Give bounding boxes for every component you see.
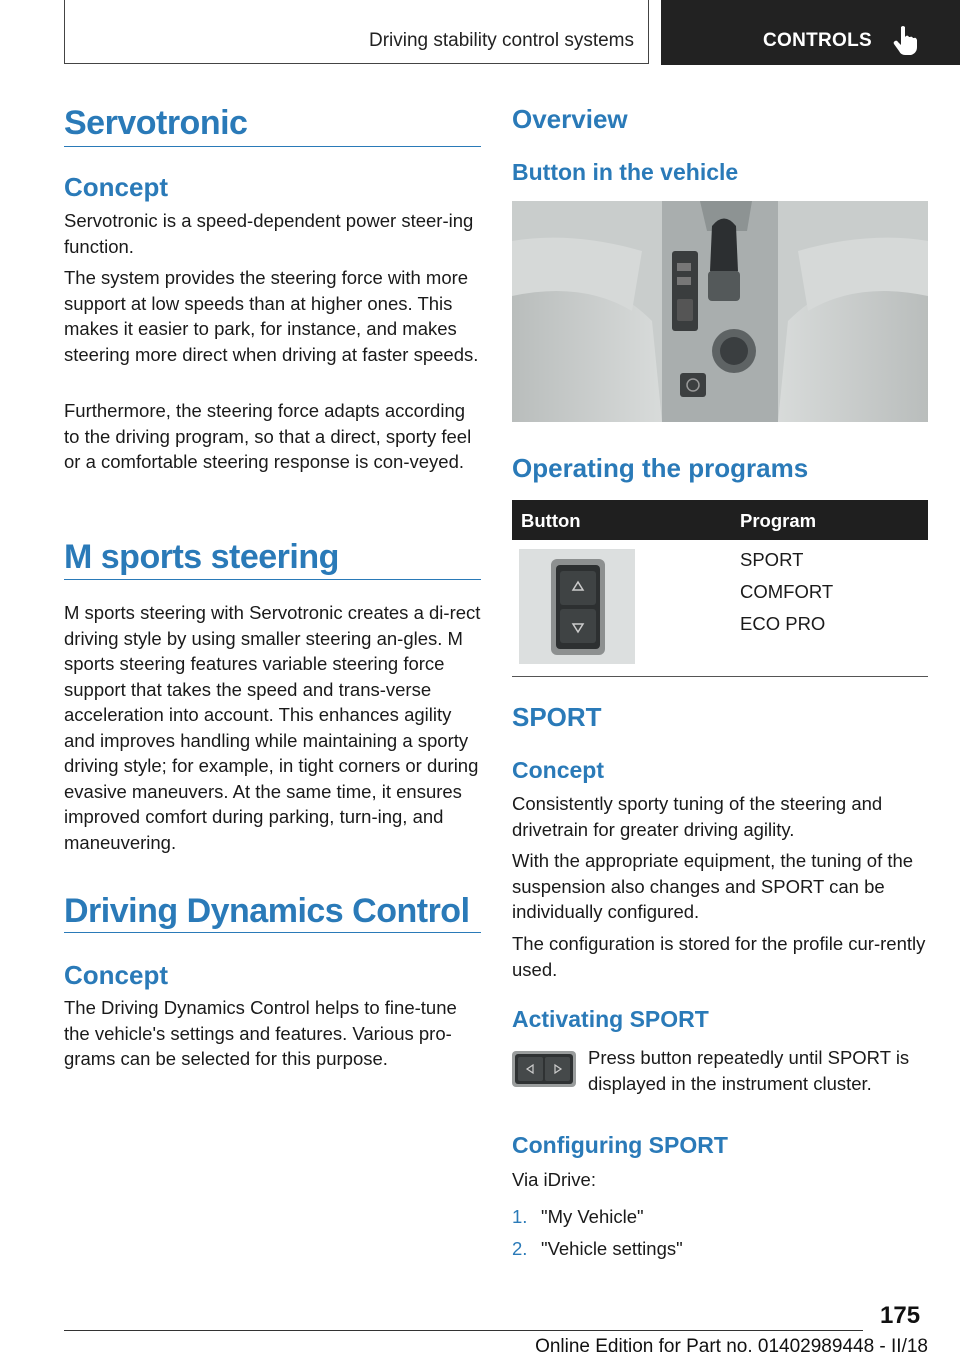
vehicle-console-photo [512,201,928,422]
driving-dynamics-heading: Driving Dynamics Control [64,892,470,930]
servotronic-paragraph-3: Furthermore, the steering force adapts according to the driving program, so that a direct, sporty feel or a comfortable steering response is con-veyed. [64,400,472,472]
servotronic-paragraph-1: Servotronic is a speed-dependent power steer-ing function. [64,210,474,257]
step-vehicle-settings: "Vehicle settings" [541,1238,683,1259]
button-in-vehicle-heading: Button in the vehicle [512,159,739,185]
sport-paragraph-3: The configuration is stored for the profile cur-rently used. [512,933,926,980]
activating-sport-paragraph: Press button repeatedly until SPORT is displayed in the instrument cluster. [588,1047,910,1094]
ddc-concept-heading: Concept [64,960,168,990]
pointing-hand-icon [893,25,919,55]
configuring-sport-heading: Configuring SPORT [512,1132,728,1158]
step-number: 1. [512,1206,528,1227]
sport-concept-heading: Concept [512,757,604,783]
footer-rule [64,1330,863,1331]
m-sports-steering-heading: M sports steering [64,538,339,576]
table-header-program: Program [740,510,817,531]
program-comfort: COMFORT [740,581,834,602]
operating-programs-heading: Operating the programs [512,453,809,483]
step-my-vehicle: "My Vehicle" [541,1206,644,1227]
program-eco-pro: ECO PRO [740,613,826,634]
header-section-title: Driving stability control systems [368,30,634,51]
program-switch-photo [519,549,635,664]
programs-table-header [512,500,928,540]
programs-table-bottom-rule [512,676,928,677]
edition-text: Online Edition for Part no. 01402989448 - II/18 [535,1336,928,1357]
ddc-paragraph: The Driving Dynamics Control helps to fine-tune the vehicle's settings and features. Various pro-grams can be selected for this purpose. [64,997,457,1069]
via-idrive-text: Via iDrive: [512,1169,596,1190]
servotronic-rule [64,146,481,147]
step-number: 2. [512,1238,528,1259]
table-header-button: Button [521,510,581,531]
servotronic-paragraph-2: The system provides the steering force with more support at low speeds than at higher ones. This makes it easier to park, for instance, and makes steering more direct when driving at faster speeds. [64,267,479,365]
program-sport: SPORT [740,549,804,570]
driving-dynamics-rule [64,932,481,933]
header-chapter-box[interactable] [661,0,960,65]
header-chapter-title: CONTROLS [763,30,873,51]
m-sports-paragraph: M sports steering with Servotronic creates a di-rect driving style by using smaller steering an-gles. M sports steering features variable steering force support that takes the speed and trans-verse acceleration into account. This enhances agility and improves handling while maintaining a sporty driving style; for example, in tight corners or during evasive maneuvers. At the same time, it ensures improved comfort during parking, turn-ing, and maneuvering. [64,602,481,853]
sport-button-icon [512,1051,576,1087]
m-sports-rule [64,579,481,580]
servotronic-heading: Servotronic [64,104,248,142]
header-section-box [64,0,649,64]
activating-sport-heading: Activating SPORT [512,1006,709,1032]
servotronic-concept-heading: Concept [64,172,168,202]
page-number: 175 [880,1302,921,1329]
sport-paragraph-1: Consistently sporty tuning of the steering and drivetrain for greater driving agility. [512,793,883,840]
overview-heading: Overview [512,104,628,134]
sport-heading: SPORT [512,702,602,732]
sport-paragraph-2: With the appropriate equipment, the tuning of the suspension also changes and SPORT can be individually configured. [512,850,914,922]
